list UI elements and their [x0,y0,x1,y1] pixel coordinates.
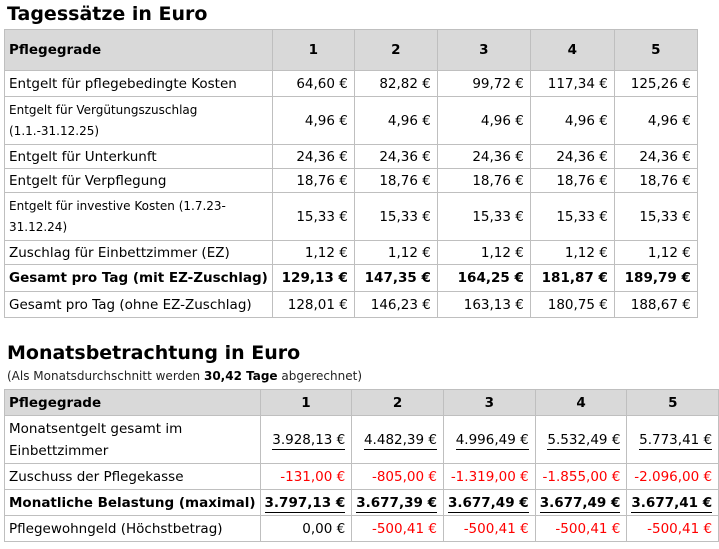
cell-value: 3.677,39 € [356,494,437,511]
cell-value: 18,76 € [272,169,354,193]
cell-value: 4,96 € [272,97,354,145]
monthly-title: Monatsbetrachtung in Euro [7,342,301,364]
cell-value: 1,12 € [354,241,437,265]
row-label: Monatsentgelt gesamt im Einbettzimmer [5,416,261,464]
cell-value: 18,76 € [437,169,530,193]
cell-value: -131,00 € [260,464,352,490]
cell-value: 18,76 € [354,169,437,193]
column-header: 4 [530,30,614,71]
table-row [5,292,698,318]
table-row [5,71,698,97]
row-label: Entgelt für pflegebedingte Kosten [5,71,273,97]
column-header: 1 [260,390,352,416]
column-header: 1 [272,30,354,71]
cell-value: -500,41 € [535,516,627,542]
table-row [5,516,719,542]
cell-value: 181,87 € [530,265,614,292]
cell-value: 24,36 € [354,145,437,169]
row-label: Zuschuss der Pflegekasse [5,464,261,490]
cell-value: 15,33 € [437,193,530,241]
cell-value: 82,82 € [354,71,437,97]
cell-value: 147,35 € [354,265,437,292]
cell-value: 18,76 € [530,169,614,193]
cell-value: -2.096,00 € [627,464,719,490]
cell-value: 4.482,39 € [363,431,437,448]
cell-value: 5.773,41 € [639,431,713,448]
monthly-table [4,389,719,542]
cell-value: 146,23 € [354,292,437,318]
row-label: Entgelt für Verpflegung [5,169,273,193]
cell-value: 3.797,13 € [264,494,346,511]
table-header-row [5,390,719,416]
cell-value: 15,33 € [530,193,614,241]
table-row [5,464,719,490]
row-label: Gesamt pro Tag (ohne EZ-Zuschlag) [5,292,273,318]
daily-rates-table [4,29,698,318]
cell-value: 4,96 € [354,97,437,145]
cell-value: 129,13 € [272,265,354,292]
column-header: Pflegegrade [5,390,261,416]
row-label: Gesamt pro Tag (mit EZ-Zuschlag) [5,265,273,292]
column-header: 3 [443,390,535,416]
row-label: Entgelt für Vergütungszuschlag (1.1.-31.12.25) [5,97,273,145]
cell-value: 24,36 € [437,145,530,169]
table-row [5,97,698,145]
table-row [5,416,719,464]
cell-value: 1,12 € [272,241,354,265]
cell-value: 24,36 € [614,145,697,169]
cell-value: 99,72 € [437,71,530,97]
table-row [5,241,698,265]
cell-value: 4,96 € [614,97,697,145]
column-header: 5 [614,30,697,71]
cell-value: 1,12 € [437,241,530,265]
column-header: 4 [535,390,627,416]
cell-value: 3.677,49 € [447,494,529,511]
column-header: 2 [352,390,444,416]
cell-value: 4.996,49 € [455,431,529,448]
cell-value: 128,01 € [272,292,354,318]
subtitle-days: 30,42 Tage [203,369,278,383]
column-header: 3 [437,30,530,71]
cell-value: -1.855,00 € [535,464,627,490]
cell-value: 125,26 € [614,71,697,97]
table-header-row [5,30,698,71]
total-row [5,265,698,292]
cell-value: 180,75 € [530,292,614,318]
total-row [5,490,719,516]
cell-value: 1,12 € [614,241,697,265]
cell-value: 1,12 € [530,241,614,265]
row-label: Pflegewohngeld (Höchstbetrag) [5,516,261,542]
row-label: Zuschlag für Einbettzimmer (EZ) [5,241,273,265]
subtitle-text: abgerechnet) [277,369,362,383]
cell-value: 15,33 € [614,193,697,241]
cell-value: 24,36 € [272,145,354,169]
monthly-subtitle [7,369,362,383]
cell-value: 117,34 € [530,71,614,97]
cell-value: -1.319,00 € [443,464,535,490]
cell-value: 3.677,41 € [631,494,713,511]
cell-value: 64,60 € [272,71,354,97]
cell-value: -500,41 € [443,516,535,542]
cell-value: 4,96 € [530,97,614,145]
column-header: Pflegegrade [5,30,273,71]
cell-value: 24,36 € [530,145,614,169]
cell-value: 5.532,49 € [547,431,621,448]
cell-value: -500,41 € [352,516,444,542]
table-row [5,169,698,193]
column-header: 5 [627,390,719,416]
cell-value: -500,41 € [627,516,719,542]
row-label: Monatliche Belastung (maximal) [5,490,261,516]
subtitle-text: (Als Monatsdurchschnitt werden [7,369,204,383]
cell-value: 0,00 € [260,516,352,542]
cell-value: 189,79 € [614,265,697,292]
cell-value: 164,25 € [437,265,530,292]
row-label: Entgelt für investive Kosten (1.7.23-31.12.24) [5,193,273,241]
daily-rates-title: Tagessätze in Euro [7,3,208,25]
row-label: Entgelt für Unterkunft [5,145,273,169]
cell-value: 15,33 € [272,193,354,241]
cell-value: 188,67 € [614,292,697,318]
cell-value: 163,13 € [437,292,530,318]
cell-value: -805,00 € [352,464,444,490]
table-row [5,145,698,169]
cell-value: 18,76 € [614,169,697,193]
column-header: 2 [354,30,437,71]
cell-value: 3.928,13 € [272,431,346,448]
cell-value: 4,96 € [437,97,530,145]
cell-value: 3.677,49 € [539,494,621,511]
table-row [5,193,698,241]
cell-value: 15,33 € [354,193,437,241]
